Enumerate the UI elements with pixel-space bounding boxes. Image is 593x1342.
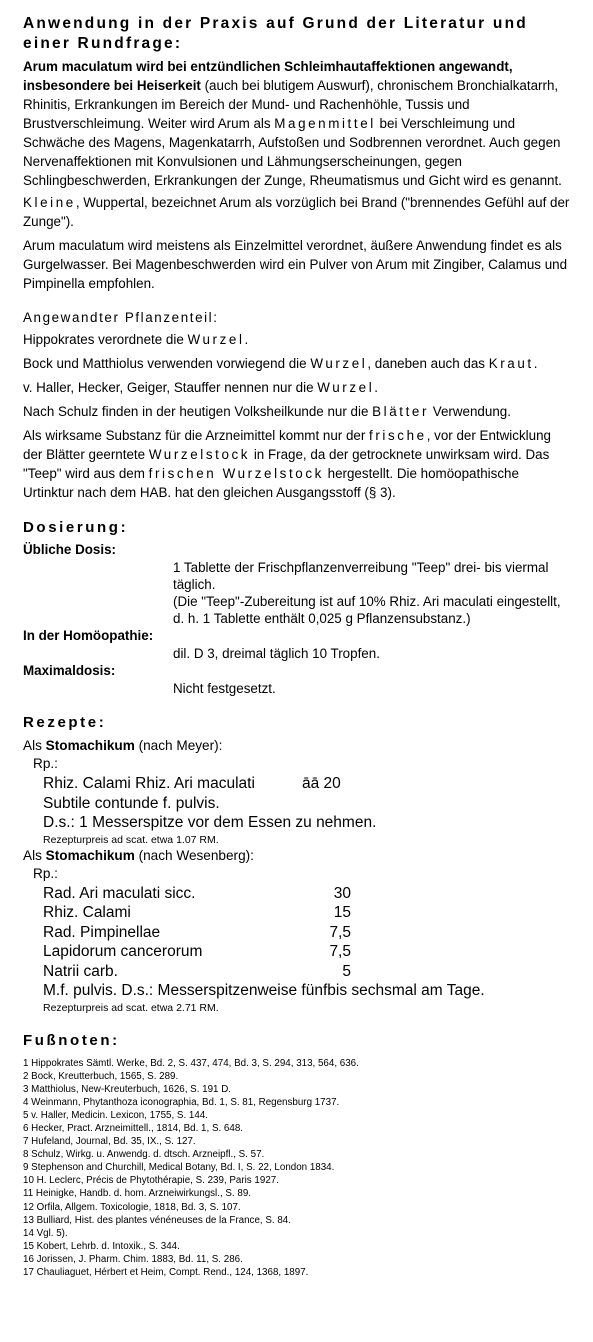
ingredient-amount: 7,5 [329,943,351,960]
rezept-meyer [23,737,571,847]
rp-label: Rp.: [33,756,58,771]
ingredient-row [43,923,571,943]
substanz-paragraph: Als wirksame Substanz für die Arzneimittel kommt nur der frische, vor der Entwicklung der Blätter geerntete Wurzelstock in Frage, da der getrocknete unwirksam wird. Das "Teep" wird aus dem frischen Wurzelstock hergestellt. Die homöopathische Urtinktur nach dem HAB. hat den gleichen Ausgangsstoff (§ 3). [23,428,551,500]
dosierung-block [23,541,571,697]
intro-rest: bei Verschleimung und Schwäche des Magens, Magenkatarrh, Aufstoßen und Sodbrennen verordnet. Auch gegen Nervenaffektionen mit Konvulsionen und Lähmungserscheinungen, gegen Schlingbeschwerden, Erkrankungen der Zunge, Rheumatismus und Gicht wird es genannt. [23,116,562,188]
homoopathie-text: dil. D 3, dreimal täglich 10 Tropfen. [173,646,380,661]
rezept-line: Rhiz. Calami Rhiz. Ari maculati āā 20 [43,775,341,792]
rezept-line: D.s.: 1 Messerspitze vor dem Essen zu nehmen. [43,814,377,831]
ueblich-label: Übliche Dosis: [23,542,117,557]
footnote-list [23,1057,571,1280]
rezept-line: Subtile contunde f. pulvis. [43,794,220,812]
fussnoten-heading: Fußnoten: [23,1031,120,1049]
footnote-item: 4 Weinmann, Phytanthoza iconographia, Bd. 1, S. 81, Regensburg 1737. [23,1096,340,1108]
ingredient-name: Rad. Pimpinellae [43,923,161,941]
rezept-title: Als Stomachikum (nach Meyer): [23,738,223,753]
maximaldosis-label: Maximaldosis: [23,663,116,678]
ueblich-text: 1 Tablette der Frischpflanzenverreibung "Teep" drei- bis viermal täglich. [173,560,549,592]
footnote-item: 12 Orfila, Allgem. Toxicologie, 1818, Bd. 3, S. 107. [23,1201,241,1213]
intro-spaced-term: Magenmittel [274,116,376,131]
ingredient-amount: 15 [333,904,351,921]
ingredient-name: Natrii carb. [43,962,118,980]
kleine-paragraph [23,193,571,231]
intro-text: (auch bei blutigem Auswurf), chronischem Bronchialkatarrh, Rhinitis, Erkrankungen im Bereich der Mund- und Rachenhöhle, Tussis und Brustverschleimung. Weiter wird Arum als [23,78,559,131]
footnote-item: 11 Heinigke, Handb. d. hom. Arzneiwirkungsl., S. 89. [23,1188,251,1200]
footnote-item: 8 Schulz, Wirkg. u. Anwendg. d. dtsch. Arzneipfl., S. 57. [23,1149,265,1161]
maximaldosis-text: Nicht festgesetzt. [173,681,276,696]
ingredient-row [43,962,571,982]
footnote-item: 17 Chauliaguet, Hérbert et Heim, Compt. Rend., 124, 1368, 1897. [23,1267,309,1278]
rezept-price: Rezepturpreis ad scat. etwa 2.71 RM. [43,1001,219,1014]
rezepte-heading: Rezepte: [23,714,107,731]
kleine-name: Kleine [23,195,76,210]
hippokrates-line: Hippokrates verordnete die Wurzel. [23,332,249,347]
rezept-amount: āā 20 [302,775,341,792]
footnote-item: 1 Hippokrates Sämtl. Werke, Bd. 2, S. 437, 474, Bd. 3, S. 294, 313, 564, 636. [23,1057,359,1069]
ingredient-row [43,942,571,962]
footnote-item: 5 v. Haller, Medicin. Lexicon, 1755, S. 144. [23,1109,208,1121]
ingredient-amount: 30 [333,884,351,902]
ingredient-row [43,884,571,904]
kleine-text: , Wuppertal, bezeichnet Arum als vorzüglich bei Brand ("brennendes Gefühl auf der Zunge"). [23,195,570,229]
ingredient-row [43,903,571,923]
ueblich-note: (Die "Teep"-Zubereitung ist auf 10% Rhiz. Ari maculati eingestellt, d. h. 1 Tablette enthält 0,025 g Pflanzensubstanz.) [173,594,561,626]
dosierung-heading: Dosierung: [23,519,129,536]
footnote-item: 13 Bulliard, Hist. des plantes vénéneuses de la France, S. 84. [23,1214,291,1226]
intro-paragraph [23,57,571,190]
footnote-item: 14 Vgl. 5). [23,1227,68,1239]
haller-line: v. Haller, Hecker, Geiger, Stauffer nennen nur die Wurzel. [23,380,379,395]
ingredient-amount: 7,5 [329,923,351,941]
footnote-item: 9 Stephenson and Churchill, Medical Botany, Bd. I, S. 22, London 1834. [23,1162,335,1174]
rezept-wesenberg [23,847,571,1015]
footnote-item: 7 Hufeland, Journal, Bd. 35, IX., S. 127. [23,1136,196,1148]
pflanzenteil-heading: Angewandter Pflanzenteil: [23,310,219,325]
rezept-signatur: M.f. pulvis. D.s.: Messerspitzenweise fünfbis sechsmal am Tage. [43,982,485,999]
intro-bold-lead: Arum maculatum wird bei entzündlichen Schleimhautaffektionen angewandt, insbesondere bei Heiserkeit [23,59,513,93]
einzelmittel-paragraph: Arum maculatum wird meistens als Einzelmittel verordnet, äußere Anwendung findet es als Gurgelwasser. Bei Magenbeschwerden wird ein Pulver von Arum mit Zingiber, Calamus und Pimpinella empfohlen. [23,238,568,291]
ingredient-amount: 5 [342,962,351,980]
ingredient-name: Rad. Ari maculati sicc. [43,884,196,902]
rezept-title: Als Stomachikum (nach Wesenberg): [23,847,254,863]
ingredient-name: Lapidorum cancerorum [43,943,203,960]
section-heading-anwendung: Anwendung in der Praxis auf Grund der Literatur und einer Rundfrage: [23,15,528,52]
ingredient-name: Rhiz. Calami [43,904,131,921]
bock-paragraph: Bock und Matthiolus verwenden vorwiegend die Wurzel, daneben auch das Kraut. [23,356,538,371]
homoopathie-label: In der Homöopathie: [23,628,154,643]
rezept-price: Rezepturpreis ad scat. etwa 1.07 RM. [43,833,219,846]
footnote-item: 2 Bock, Kreutterbuch, 1565, S. 289. [23,1070,179,1082]
schulz-line: Nach Schulz finden in der heutigen Volksheilkunde nur die Blätter Verwendung. [23,404,511,419]
footnote-item: 15 Kobert, Lehrb. d. Intoxik., S. 344. [23,1240,180,1252]
footnote-item: 6 Hecker, Pract. Arzneimittell., 1814, Bd. 1, S. 648. [23,1122,243,1134]
document-page [23,14,571,1279]
footnote-item: 3 Matthiolus, New-Kreuterbuch, 1626, S. 191 D. [23,1083,232,1095]
footnote-item: 10 H. Leclerc, Précis de Phytothérapie, S. 239, Paris 1927. [23,1175,279,1187]
footnote-item: 16 Jorissen, J. Pharm. Chim. 1883, Bd. 11, S. 286. [23,1253,243,1265]
rp-label: Rp.: [33,865,58,881]
ingredient-list [43,884,571,982]
